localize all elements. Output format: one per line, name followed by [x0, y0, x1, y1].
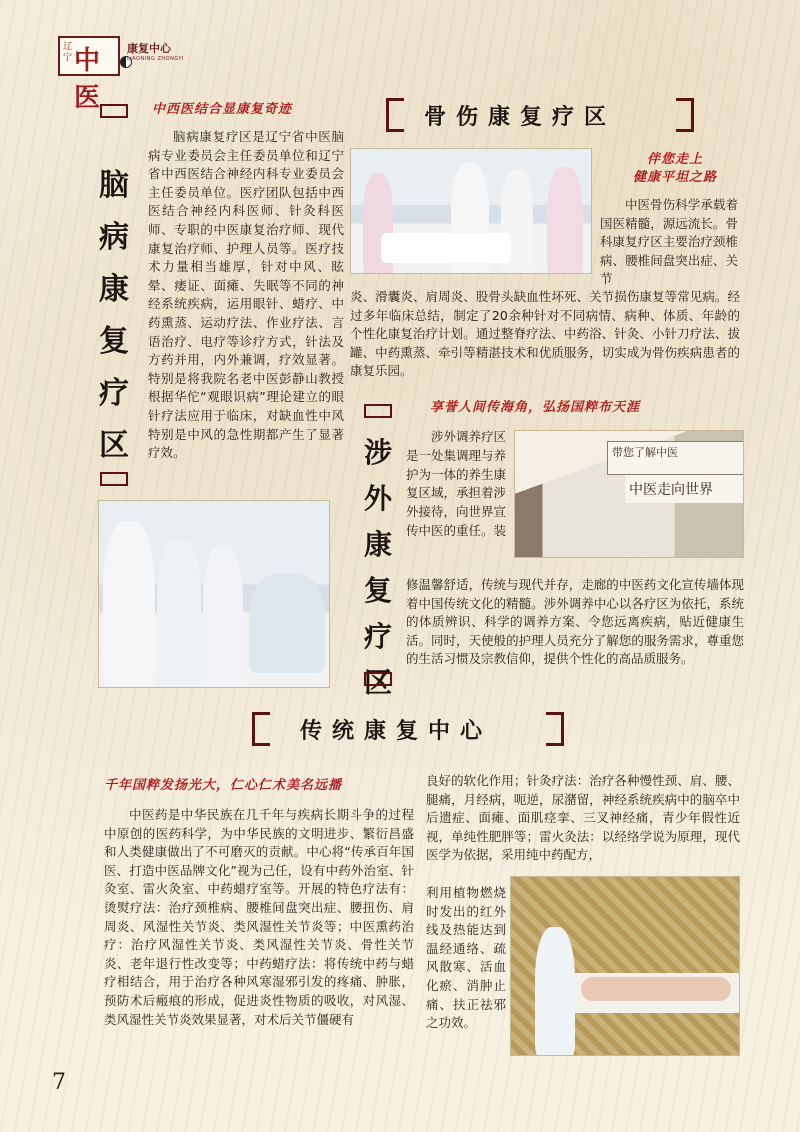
traditional-title-bracket-right — [546, 712, 564, 746]
traditional-paragraph-right-bottom — [426, 884, 506, 1050]
foreign-sub-head: 享誉人间传海角，弘扬国粹布天涯 — [430, 400, 641, 415]
therapist-figure — [535, 927, 575, 1056]
brain-vertical-title: 脑病康复疗区 — [99, 168, 129, 463]
traditional-sub-head: 千年国粹发扬光大，仁心仁术美名远播 — [104, 778, 343, 793]
logo-big-text: 中医 — [74, 46, 101, 113]
doctor-figure — [103, 521, 155, 688]
brain-ward-photo — [98, 500, 330, 688]
logo-title: 康复中心 — [127, 42, 171, 55]
bone-title-bracket-left — [386, 98, 404, 132]
bone-paragraph-top — [600, 196, 738, 288]
traditional-paragraph-right-top — [426, 772, 740, 884]
bone-paragraph-bottom-text: 炎、滑囊炎、肩周炎、股骨头缺血性坏死、关节损伤康复等常见病。经过多年临床总结，制定了20余种针对不同病情、病种、体质、年龄的个性化康复治疗计划。通过整脊疗法、中药浴、针灸、小针刀疗法、拔罐、中药熏蒸、牵引等精湛技术和优质服务，切实成为骨伤疾病患者的康复乐园。 — [350, 289, 740, 379]
hospital-bed — [381, 233, 511, 263]
patient-figure — [249, 573, 325, 673]
traditional-paragraph-right-bottom-text: 利用植物燃烧时发出的红外线及热能达到温经通络、疏风散寒、活血化瘀、消肿止痛、扶正祛邪之功效。 — [426, 885, 506, 1031]
bone-sub-head-2: 健康平坦之路 — [632, 170, 717, 185]
corridor-sign-1 — [607, 441, 744, 475]
traditional-section-title: 传统康复中心 — [300, 718, 493, 744]
nurse-figure — [547, 167, 583, 274]
bone-ward-photo — [350, 148, 592, 274]
foreign-vertical-title: 涉外康复疗区 — [363, 436, 392, 699]
logo-small-text: 辽宁 — [63, 42, 73, 63]
vertical-title-cap-top — [100, 104, 128, 118]
vertical-title-cap-top — [364, 404, 392, 418]
brain-paragraph-text: 脑病康复疗区是辽宁省中医脑病专业委员会主任委员单位和辽宁省中西医结合神经内科专业委员会主任委员单位。医疗团队包括中西医结合神经内科医师、针灸科医师、专职的中医康复治疗师、现代康复治疗师、护理人员等。医疗技术力量相当雄厚，针对中风、眩晕、痿证、面瘫、失眠等不同的神经系统疾病，运用眼针、蜡疗、中药熏蒸、运动疗法、作业疗法、言语治疗、电疗等诊疗方式，针法及方药并用，内外兼调，疗效显著。特别是将我院名老中医彭静山教授根据华佗“观眼识病”理论建立的眼针疗法应用于临床，对缺血性中风特别是中风的急性期都产生了显著疗效。 — [148, 129, 344, 461]
foreign-paragraph-bottom-text: 修温馨舒适，传统与现代并存，走廊的中医药文化宣传墙体现着中国传统文化的精髓。涉外调养中心以各疗区为依托，系统的体质辨识、科学的调养方案、令您远离疾病，贴近健康生活。同时，天使般的护理人员充分了解您的服务需求，尊重您的生活习惯及宗教信仰，提供个性化的高品质服务。 — [406, 577, 744, 667]
foreign-corridor-photo — [514, 430, 744, 558]
foreign-paragraph-top — [406, 428, 506, 574]
corridor-sign-2-text: 中医走向世界 — [629, 482, 713, 498]
patient-figure — [581, 977, 731, 1001]
bone-section-title: 骨伤康复疗区 — [424, 104, 617, 130]
foreign-paragraph-top-text: 涉外调养疗区是一处集调理与养护为一体的养生康复区域，承担着涉外接待，向世界宣传中医的重任。装 — [406, 429, 506, 538]
doctor-figure — [157, 539, 201, 688]
brain-paragraph — [148, 128, 344, 498]
vertical-title-cap-bottom — [364, 672, 392, 686]
bone-paragraph-bottom — [350, 288, 740, 380]
logo-subtitle: LIAONING ZHONGYI — [127, 56, 184, 62]
brain-sub-head: 中西医结合显康复奇迹 — [152, 102, 293, 117]
traditional-paragraph-right-top-text: 良好的软化作用；针灸疗法：治疗各种慢性颈、肩、腰、腿痛，月经病，呃逆，尿潴留，神经系统疾病中的脑卒中后遗症、面瘫、面肌痉挛、三叉神经痛，青少年假性近视，单纯性肥胖等；雷火灸法：以经络学说为原理，现代医学为依据，采用纯中药配方， — [426, 773, 740, 863]
vertical-title-cap-bottom — [100, 472, 128, 486]
traditional-title-bracket-left — [252, 712, 270, 746]
corridor-sign-2 — [625, 475, 744, 503]
corridor-sign-1-text: 带您了解中医 — [612, 446, 678, 459]
traditional-paragraph-left — [104, 806, 414, 1064]
massage-therapy-photo — [510, 876, 740, 1056]
foreign-paragraph-bottom — [406, 576, 744, 688]
traditional-paragraph-left-text: 中医药是中华民族在几千年与疾病长期斗争的过程中原创的医药科学，为中华民族的文明进步、繁衍昌盛和人类健康做出了不可磨灭的贡献。中心将“传承百年国医、打造中医品牌文化”视为己任，设有中药外治室、针灸室、雷火灸室、中药蜡疗室等。开展的特色疗法有：烫熨疗法：治疗颈椎病、腰椎间盘突出症、腰扭伤、肩周炎、风湿性关节炎、类风湿性关节炎等；中医熏药治疗：治疗风湿性关节炎、类风湿性关节炎、骨性关节炎、老年退行性改变等；中药蜡疗法：将传统中药与蜡疗相结合，用于治疗各种风寒湿邪引发的疼痛、肿胀，预防术后瘢痕的形成，促进炎性物质的吸收，对风湿、类风湿性关节炎效果显著，对术后关节僵硬有 — [104, 807, 414, 1027]
page-number: 7 — [52, 1070, 66, 1095]
bone-paragraph-top-text: 中医骨伤科学承载着国医精髓，源远流长。骨科康复疗区主要治疗颈椎病、腰椎间盘突出症、关节 — [600, 197, 738, 287]
bone-sub-head-1: 伴您走上 — [646, 152, 703, 167]
logo — [58, 36, 120, 113]
bone-title-bracket-right — [676, 98, 694, 132]
nurse-figure — [203, 545, 243, 688]
